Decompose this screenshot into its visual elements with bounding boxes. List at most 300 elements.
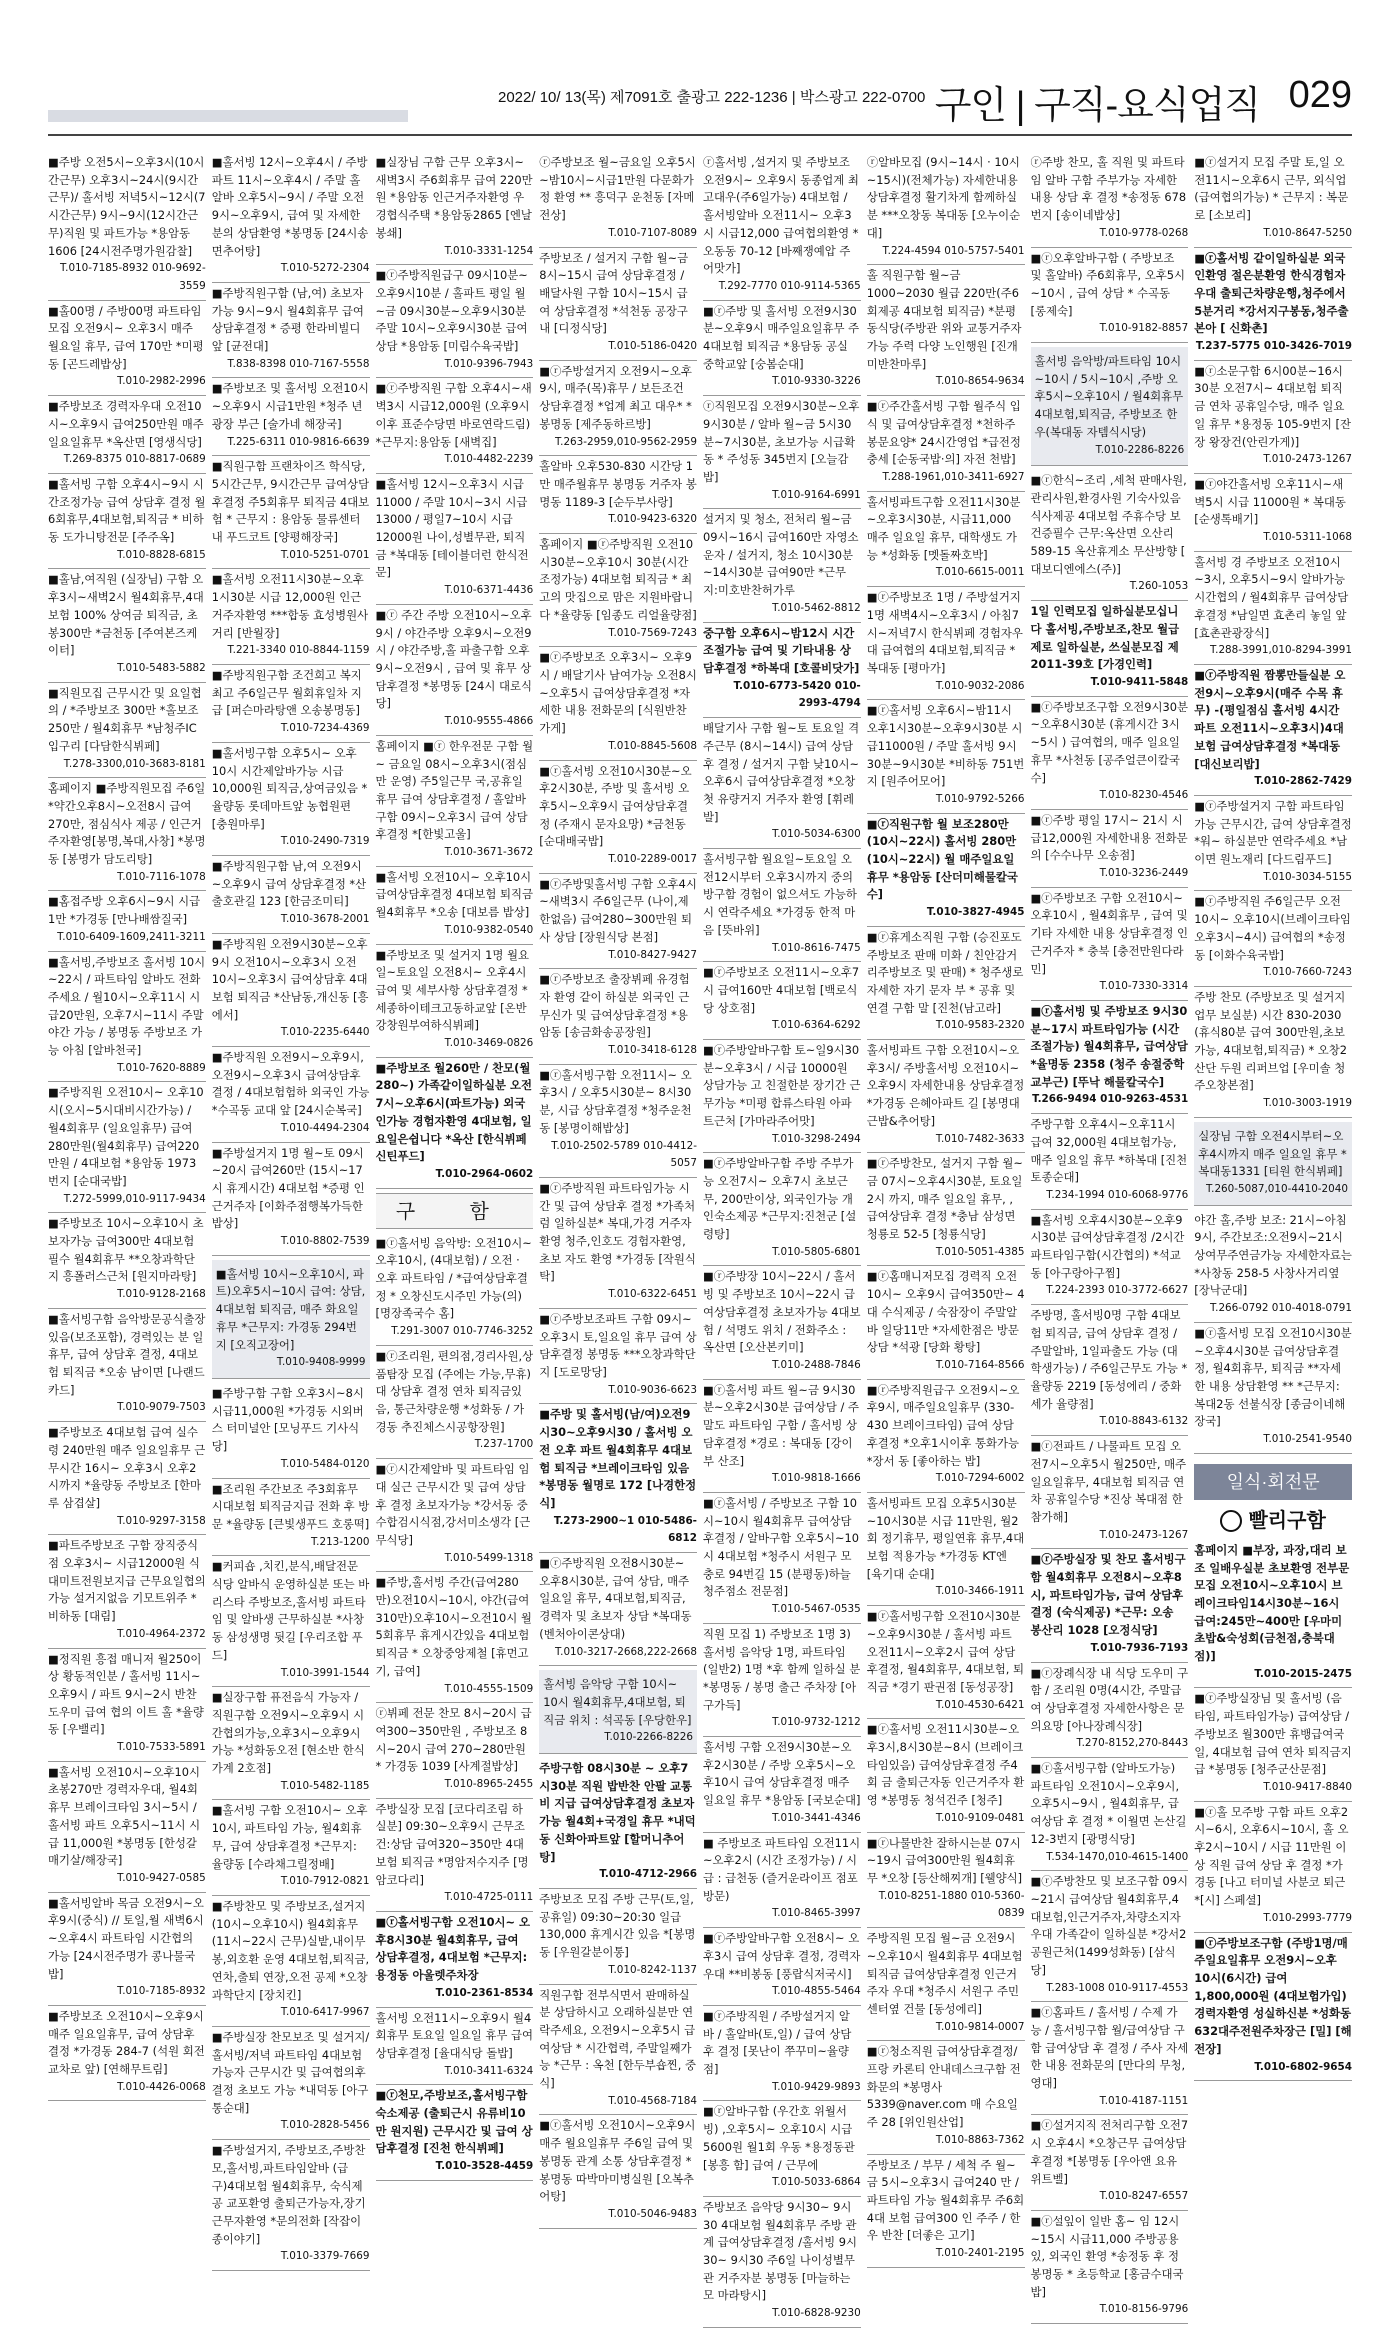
classified-ad (539, 152, 697, 248)
ad-text: ■홀서빙 오전10시~ 오후10시 급여상담후결정 4대보험 퇴직금 월4회휴무 *오송 [대보름 밥상] (375, 869, 534, 920)
classified-ad (1194, 1688, 1352, 1801)
ad-text: ■주방 및 홀서빙(남/여)오전9시30~오후9시30 / 홀서빙 오전 오후 파트 월4회휴무 4대보험 퇴직금 *브레이크타임 있음 *봉명동 월명로 172 [나경한정식] (539, 1407, 697, 1510)
ad-text: ■홀서빙 오후4시30분~오후9시30분 급여상담후결정 /2시간 파트타임구함(시간협의) *석교동 [아구랑아구찜] (1030, 1212, 1185, 1280)
classified-ad (212, 569, 370, 665)
ad-text: 홈페이지 ■주방직원모집 주6일 *약간오후8시~오전8시 급여270만, 점심식사 제공 / 인근거주자환영[봉명,복대,사창] *봉명동 [봉명가 담도리탕] (48, 781, 206, 867)
ad-text: ■ⓡ홀서빙구함 (알바도가능) 파트타임 오전10시~오후9시, 오후5시~9시 , 월4회휴무, 급여상담 후 결정 * 이월면 논산길 12-3번지 [광명식당] (1030, 1761, 1187, 1846)
classified-ad (703, 2197, 861, 2328)
classified-ad (212, 1896, 370, 2027)
ad-phone: T.260-1053 (1129, 580, 1189, 593)
classified-ad (48, 1082, 206, 1213)
classified-ad (376, 1912, 534, 2008)
classified-ad (703, 1624, 861, 1737)
ad-phone: T.010-7107-8089 (608, 226, 697, 239)
ad-phone: T.010-7294-6002 (935, 1472, 1025, 1485)
ad-text: ■홀서빙 10시~오후10시, 파트)오후5시~10시 급여: 상담, 4대보험 퇴직금, 매주 화요일 휴무 *근무지: 가경동 294번지 [오직고장어] (215, 1266, 366, 1352)
ad-text: ■ⓡ알바구함 (우간호 위월서빙) ,오후5시~ 오후10시 시급5600원 월1회 우동 *용정동관 [봉흥 함] 급여 / 근무에 (703, 2104, 855, 2172)
classified-ad (539, 1065, 697, 1178)
ad-text: ■ⓡ야간홀서빙 오후11시~새벽5시 시급 11000원 * 복대동 [순생톡배기] (1194, 476, 1346, 527)
ad-phone: T.010-2289-0017 (608, 853, 697, 866)
classified-ad (376, 1572, 534, 1703)
ad-phone: T.010-9164-6991 (772, 488, 861, 501)
classified-ad (539, 534, 697, 647)
ad-text: ■ⓡ주방보조파트 구함 09시~ 오후3시 토,일요일 휴무 급여 상담후결정 봉명동 ***오창과학단지 [도로망당] (539, 1311, 697, 1379)
classified-ad (212, 1260, 370, 1379)
ad-text: ■ⓡ주방및홀서빙 구함 오후4시~새벽3시 주6일근무 (나이,제한없음) 급여280~300만원 퇴사 상담 [장원식당 본점] (539, 876, 697, 944)
ad-phone: T.010-7482-3633 (935, 1132, 1025, 1145)
ad-text: ■ⓡ홀서빙 오전11시30분~오후3시,8시30분~8시 (브레이크타임있음) 급여상담후결정 주4회 금 출퇴근자동 인근거주자 환영 *봉명동 청석건주 [청주] (866, 1722, 1025, 1808)
ad-phone: T.010-3441-4346 (772, 1811, 861, 1824)
ad-text: ■주방실장 찬모보조 및 설거지/홀서빙/저녁 파트타임 4대보험가능자 근무시간 및 급여협의후결정 초보도 가능 *내덕동 [아구통순대] (211, 2029, 370, 2115)
ad-text: ■ 주방보조 파트타임 오전11시~오후2시 (시간 조정가능) / 시급 : 급천동 (즐거운라이프 점포 방문) (703, 1835, 861, 1903)
page-header (48, 72, 1352, 132)
ad-text: ■ⓡ주방직원 짬뽕만들실분 오전9시~오후9시(매주 수목 휴무) -(평일점심 홀서빙 4시간 파트 오전11시~오후3시)4대보험 급여상담후결정 *복대동 [대신보리밥] (1194, 667, 1346, 771)
ad-text: 배달기사 구함 월~토 토요일 격주근무 (8시~14시) 급여 상담후 결정 / 설거지 구함 낮10시~오후6시 급여상담후결정 *오창 첫 유량거지 거주자 환영 [휘레발] (703, 721, 860, 824)
ad-phone: T.010-2828-5456 (280, 2119, 370, 2132)
ad-phone: T.010-7912-0821 (280, 1875, 370, 1888)
classified-ad (867, 265, 1025, 396)
classified-ad (376, 1799, 534, 1912)
column-1 (48, 152, 206, 2093)
ad-text: ■홀서빙 오전11시30분~오후1시30분 시급 12,000원 인근거주자환영 ***합동 효성병원사거리 [반월장] (211, 572, 369, 640)
classified-ad (539, 761, 697, 874)
ad-phone: T.010-2235-6440 (280, 1026, 370, 1039)
classified-ad (212, 2140, 370, 2271)
ad-text: ■주방직원 오전10시~ 오후10시(오시~5시대비시간가능) / 월4회휴무 (일요일휴무) 급여280만원(월4회휴무) 급여220만원 / 4대보험 *용암동 1973번지 [순대국밥] (48, 1085, 204, 1188)
ad-phone: T.010-3991-1544 (280, 1666, 370, 1679)
ad-phone: T.010-5462-8812 (772, 601, 861, 614)
ad-text: ■주방보조 오전10시~오후9시 매주 일요일휴무, 급여 상담후 결정 *가경동 284-7 (석원 회전 교차로 앞) [연해무트림] (48, 2008, 205, 2077)
ad-text: ■ⓡ홀서빙 음악방: 오전10시~오후10시, (4대보험) / 오전 · 오후 파트타임 / *급여상담후결정 * 오창신도시주민 가능(의) [명장족국수 홈] (375, 1235, 532, 1321)
ad-text: 직원 모집 1) 주방보조 1명 3) 홀서빙 음악당 1명, 파트타임(일반2) 1명 *후 함께 일하실 분 *봉명동 / 봉명 출근 주차장 [아구가득] (703, 1626, 861, 1712)
ad-text: ■ⓡ시간제알바 및 파트타임 임대 실근 근무시간 및 급여 상담후 결정 초보자가능 *강서동 중수합검시식점,강서미소생각 [근무식당] (375, 1462, 531, 1547)
classified-ad (48, 1213, 206, 1309)
page-number: 029 (1288, 74, 1352, 116)
classified-ad (867, 1719, 1025, 1832)
ad-phone: T.010-4964-2372 (117, 1627, 206, 1640)
ad-text: ■홀00명 / 주방00명 파트타임 모집 오전9시~ 오후3시 매주 월요일 휴무, 급여 170만 *미평동 [곤드레밥상] (48, 303, 204, 371)
ad-text: ■ⓡ주방실장님 및 홀서빙 (음타임, 파트타임가능) 급여상담 / 주방보조 월300만 휴뱅급여국 일, 4대보험 급여 연차 퇴직금지급 *봉명동 [청주군산문점] (1194, 1691, 1352, 1777)
classified-ad (1194, 891, 1352, 987)
classified-ad (1194, 987, 1352, 1118)
ad-phone: T.010-3827-4945 (926, 906, 1025, 919)
ad-phone: T.010-5051-4385 (935, 1245, 1025, 1258)
ad-phone: T.534-1470,010-4615-1400 (1046, 1850, 1189, 1863)
ad-phone: T.010-5805-6801 (772, 1245, 861, 1258)
ad-text: 홀서빙파트 구함 오전10시~오후3시/ 주방홀서빙 오전10시~오후9시 자세한내용 상담후결정 *가경동 은혜아파트 길 [봉명대근밥&추어탕] (866, 1043, 1025, 1128)
ad-text: 홀서빙 경 주방보조 오전10시~3시, 오후5시~9시 알바가능시간협의 / 월4회휴무 급여상담후결정 *남일면 효촌리 놓일 앞 [효촌관광장식] (1194, 554, 1349, 640)
classified-ad (376, 2085, 534, 2181)
ad-phone: T.010-2361-8534 (435, 1986, 534, 1999)
classified-ad (1194, 665, 1352, 796)
ad-text: ■ⓡ주방보조구함 오전9시30분~오후8시30분 (휴게시간 3시~5시 ) 급여협의, 매주 일요일 휴무 *사천동 [공주얼큰이칼국수] (1030, 699, 1189, 785)
classified-ad (703, 849, 861, 962)
ad-text: ■직원구함 프랜차이즈 학식당, 5시간근무, 9시간근무 급여상담후결정 주5회휴무 퇴직금 4대보험 * 근무지 : 용암동 물류센터 내 푸드코트 [양평해장국] (211, 459, 370, 545)
classified-ad (539, 647, 697, 760)
classified-ad (703, 509, 861, 622)
ad-phone: T.010-8156-9796 (1099, 2303, 1189, 2316)
classified-ad (539, 874, 697, 970)
header-rule (48, 134, 1352, 136)
ad-phone: T.224-2393 010-3772-6627 (1046, 1284, 1189, 1297)
ad-phone: T.010-2982-2996 (117, 375, 206, 388)
ad-text: ⓡ직원모집 오전9시30분~오후9시30분 / 알바 월~금 5시30분~7시30분, 초보가능 시급확동 * 주성동 345번지 [오늘감밥] (703, 399, 860, 484)
classified-ad (1031, 1210, 1189, 1306)
classified-ad (703, 301, 861, 397)
ad-phone: T.010-2286-8226 (1095, 443, 1185, 456)
classified-ad (48, 1535, 206, 1648)
classified-ad (703, 1266, 861, 1379)
ad-text: ■홀서빙 12시~오후4시 / 주방파트 11시~오후4시 / 주말 홀알바 오후5시~9시 / 주말 오전9시~오후9시, 급여 및 자세한분의 상담환영 *봉명동 [24시송면추어탕] (211, 155, 369, 258)
ad-text: ■ⓡ설잎이 일반 홈~ 임 12시~15시 시급11,000 주방공용있, 외국인 환영 *송정동 후 정 봉명동 * 초등학교 [홍금수대국밥] (1030, 2213, 1184, 2299)
ad-phone: T.260-5087,010-4410-2040 (1206, 1182, 1348, 1195)
classified-ad (703, 1928, 861, 2006)
ad-text: ■홀서빙 오전10시~오후10시 초봉270만 경력자우대, 월4회휴무 브레이크타임 3시~5시 /홀서빙 파트 오후5시~11시 시급 11,000원 *봉명동 [한성갈매기살/해장국] (48, 1764, 201, 1868)
classified-ad (1194, 552, 1352, 665)
ad-phone: T.010-7330-3314 (1099, 980, 1189, 993)
classified-ad (867, 927, 1025, 1040)
ad-phone: T.213-1200 (311, 1535, 370, 1548)
ad-phone: T.010-2490-7319 (280, 835, 370, 848)
ad-phone: T.010-8247-6557 (1099, 2190, 1189, 2203)
classified-ad (867, 700, 1025, 813)
ad-phone: T.010-2541-9540 (1263, 1433, 1352, 1446)
ad-text: 주방구함 08시30분 ~ 오후7시30분 직원 밥반찬 안팔 교통비 지급 급여상담후결정 초보자가능 월4회+국경일 휴무 *내덕동 신화아파트앞 [할머니추어탕] (539, 1761, 696, 1864)
classified-ad (1194, 248, 1352, 361)
ad-text: 중구함 오후6시~밤12시 시간조절가능 급여 및 기타내용 상담후결정 *하복대 [호콜비닷가] (703, 625, 860, 675)
ad-text: ■주방보조 및 홀서빙 오전10시~오후9시 시급1만원 *청주 년광장 부근 [술가네 해장국] (211, 381, 369, 431)
ad-phone: T.010-4568-7184 (608, 2094, 697, 2107)
ad-phone: T.010-3217-2668,222-2668 (555, 1645, 697, 1658)
classified-ad (376, 605, 534, 736)
ad-phone: T.010-6371-4436 (444, 584, 534, 597)
ad-phone: T.225-6311 010-9816-6639 (227, 435, 370, 448)
ad-phone: T.010-8654-9634 (935, 375, 1025, 388)
ad-text: ■주방보조 4대보험 급여 실수령 240만원 매주 일요일휴무 근무시간 16시~ 오후3시 오후2시까지 *율량동 주방보조 [한마루 삼겹살] (48, 1425, 206, 1510)
ad-phone: T.010-6364-6292 (772, 1019, 861, 1032)
ad-phone: T.010-9032-2086 (935, 679, 1025, 692)
classified-ad (539, 1178, 697, 1309)
ad-phone: T.269-8375 010-8817-0689 (63, 453, 206, 466)
ad-text: ■ⓡ주방직원 주6일근무 오전10시~ 오후10시(브레이크타임오후3시~4시) 급여협의 *송정동 [이화수육국밥] (1194, 894, 1351, 962)
classified-ad (703, 396, 861, 509)
classified-ad (48, 952, 206, 1083)
classified-ad (867, 1040, 1025, 1153)
ad-text: ■ⓡ홀서빙구함 오전10시30분~오후9시30분 / 홀서빙 파트 오전11시~오후2시 급여 상담후결정, 월4회휴무, 4대보험, 퇴직금 *경기 판권점 [동성공장] (866, 1609, 1025, 1694)
ad-phone: T.010-9182-8857 (1099, 322, 1189, 335)
classified-ad (1031, 2002, 1189, 2115)
ad-text: ■홀남,여직원 (실장님) 구함 오후3시~새벽2시 월4회휴무,4대보험 100% 상여금 퇴직금, 초봉300만 *금천동 [주여본즈케이터] (48, 572, 204, 658)
ad-phone: T.010-4187-1151 (1099, 2094, 1189, 2107)
classified-ad (212, 1556, 370, 1687)
ad-text: 직원구함 전부식면서 판매하실 분 상담하시고 오래하실분만 연락주세요, 오전9시~오후5시 급여상담 * 시간협력, 주말일째가능 *근무 : 옥천 [한두부숍찐, 중식] (539, 1987, 696, 2091)
ad-text: ■ⓡ홀서빙 오전10시~오후9시 매주 월요일휴무 주6일 급여 및 봉명동 관계 소통 상담후결정 *봉명동 따박마미병실원 [오복추어탕] (539, 2118, 696, 2204)
classified-ad (867, 814, 1025, 927)
ad-phone: T.010-2993-7779 (1263, 1911, 1352, 1924)
ad-text: 홀서빙 구함 오전9시30분~오후2시30분 / 주방 오후5시~오후10시 급여 상담후결정 매주 일요일 휴무 *용암동 [국보순대] (703, 1740, 861, 1808)
ad-phone: T.010-4712-2966 (599, 1868, 697, 1881)
ad-text: ⓡ주방보조 월~금요일 오후5시~밤10시~시급1만원 다문화가정 환영 ** 흥덕구 운천동 [자메전상] (539, 155, 696, 223)
ad-text: ■홀서빙 구함 오전10시~ 오후10시, 파트타임 가능, 월4회휴무, 급여 상담후결정 *근무지: 율량동 [수라채그릴정배] (211, 1803, 368, 1871)
classified-ad (212, 283, 370, 379)
ad-phone: T.010-5484-0120 (280, 1457, 370, 1470)
ad-phone: T.266-9494 010-9263-4531 (1032, 1093, 1189, 1106)
ad-text: ■ⓡ주방찬모, 설거지 구함 월~금 07시~오후4시30분, 토요일 2시 까지, 매주 일요일 휴무, , 급여상담후 결정 *충남 삼성면 청룡로 52-5 [청룡식당] (866, 1156, 1023, 1242)
ad-phone: T.010-9814-0007 (935, 2020, 1025, 2033)
classified-ad (539, 2115, 697, 2228)
ad-phone: T.224-4594 010-5757-5401 (882, 244, 1025, 257)
ad-phone: T.010-2266-8226 (604, 1731, 693, 1744)
ad-text: 야간 홀,주방 보조: 21시~아침9시, 주간보조:오전9시~21시 상여무주연금가능 자세한자료는 *사창동 258-5 사창사거리옆 [장낙군대] (1194, 1212, 1352, 1298)
ad-phone: T.010-3418-6128 (608, 1044, 697, 1057)
ad-text: ⓡ홀서빙 ,설거지 및 주방보조 오전9시~ 오후9시 동종업계 최고대우(주6일가능) 4대보험 / 홀서빙알바 오전11시~ 오후3시 시급12,000 급여협의환영 *오동동 70-12 [바째쟁예압 주어맛가] (703, 155, 859, 276)
ad-text: ■ⓡ나물반찬 잘하시는분 07시~19시 급여300만원 월4회휴무 *오창 [등산해찌개] [웰양식] (866, 1835, 1023, 1885)
classified-ad (212, 1143, 370, 1256)
ad-text: ■ⓡ홀서빙구함 오전11시~ 오후3시 / 오후5시30분~ 8시30분, 시급 상담후결정 *청주운천동 [봉명이해밥상] (539, 1067, 692, 1135)
ad-text: 홀서빙 음악당 구함 10시~ 10시 월4회휴무,4대보험, 퇴직금 위치 : 석곡동 [우당한우] (543, 1677, 692, 1727)
ad-phone: T.010-9330-3226 (772, 375, 861, 388)
ad-text: ■홀서빙 12시~오후3시 시급 11000 / 주말 10시~3시 시급 13000 / 평일7~10시 시급 12000원 나이,성별무관, 퇴직금 *복대동 [테이블더런 한식전문] (375, 476, 529, 580)
column-8 (1194, 152, 1352, 2073)
ad-text: ■ⓡ설거지 모집 주말 토,일 오전11시~오후6시 근무, 외식업(급여협의가능) * 근무지 : 복문로 [소보리] (1194, 155, 1349, 223)
ad-phone: T.010-8616-7475 (772, 941, 861, 954)
ad-text: ■ⓡ주방직원급구 09시10분~오후9시10분 / 홀파트 평일 월~금 09시30분~오후9시30분 주말 10시~오후9시30분 급여상담 *용암동 [미림수육국밥] (375, 268, 528, 354)
classified-ad (1194, 361, 1352, 474)
classified-ad (212, 743, 370, 856)
ad-phone: T.010-9411-5848 (1090, 675, 1189, 688)
classified-ad (703, 1833, 861, 1929)
classified-ad (539, 1404, 697, 1553)
ad-text: ■ⓡ홀서빙 / 주방보조 구함 10시~10시 월4회휴무 급여상담후결정 / 알바구함 오후5시~10시 4대보험 *청주시 서원구 모충로 94번길 15 (분평동)하늘청주점소 전문점] (703, 1495, 860, 1599)
ad-text: ■파트주방보조 구함 장직중식점 오후3시~ 시급12000원 식대미트전원보지급 근무요일협의가능 설거지없음 기모트위주 *비하동 [대림] (48, 1538, 206, 1624)
classified-ad (48, 301, 206, 397)
ad-phone: T.010-9036-6623 (608, 1383, 697, 1396)
classified-ad (1031, 2115, 1189, 2211)
ad-phone: T.010-8230-4546 (1099, 789, 1189, 802)
classified-ad (867, 1266, 1025, 1379)
ad-text: ■주방보조 월260만 / 찬모(월280~) 가족같이일하실분 오전7시~오후6시(파트가능) 외국인가능 경험자환영 4대보험, 일요일은쉽니다 *옥산 [한식뷔페신틴푸드] (375, 1060, 532, 1164)
classified-ad (376, 736, 534, 867)
classified-ad (48, 152, 206, 301)
classified-ad (1031, 1114, 1189, 1210)
ad-text: 주방보조 / 부무 / 세척 주 월~금 5시~오후3시 급여240 만 / 파트타임 가능 월4회휴무 주6회 4대 보험 급여300 인 주주 / 한우 반찬 [더좋은 고기] (866, 2157, 1025, 2243)
ad-text: ⓡ뷔페 전문 찬모 8시~20시 급여300~350만원 , 주방보조 8시~20시 급여 270~280만원 * 가경동 1039 [사계절밥상] (375, 1706, 532, 1774)
ad-phone: T.292-7770 010-9114-5365 (718, 279, 861, 292)
classified-ad (703, 1040, 861, 1153)
ad-text: ■주방 오전5시~오후3시(10시간근무) 오후3시~24시(9시간근무)/ 홀서빙 저녁5시~12시(7시간근무) 9시~9시(12시간근무)직원 및 파트가능 *용암동1606 [24시전주명가원감찰] (48, 155, 206, 258)
ad-phone: T.010-3003-1919 (1263, 1097, 1352, 1110)
ad-phone: T.288-3991,010-8294-3991 (1210, 644, 1352, 657)
ad-text: ■ⓡ주방직원급구 오전9시~오후9시, 매주일요일휴무 (330-430 브레이크타임) 급여 상담후결정 *오후1시이후 통화가능 *장서 동 [좋아하는 밥] (866, 1382, 1020, 1468)
classified-ad (867, 2155, 1025, 2268)
ad-text: ■주방,홀서빙 주간(급여280만)오전10시~10시, 야간(급여310만)오후10시~오전10시 월5회휴무 휴게시간있음 4대보험 퇴직금 * 오창중앙제철 [휴먼고기, 급여] (375, 1575, 532, 1678)
ad-text: ■ⓡ휴게소직원 구함 (승진포도주방보조 판매 미화 / 친안감거리주방보조 및 판매) * 청주생로 자세한 자기 문자 부 * 공휴 및 연결 구함 말 [진천(남고라] (866, 929, 1024, 1015)
classified-ad (48, 1893, 206, 2006)
classified-ad (376, 1058, 534, 1189)
classified-ad (867, 587, 1025, 700)
ad-phone: T.010-2488-7846 (772, 1359, 861, 1371)
ad-phone: T.010-2862-7429 (1254, 775, 1352, 788)
classified-ad (1031, 1758, 1189, 1871)
ad-text: ■주방직원구함 남,여 오전9시~오후9시 급여 상담후결정 *산출호관길 123 [한금조미티] (211, 859, 367, 909)
ad-text: ■주방설거지, 주방보조,주방찬모,홀서빙,파트타임알바 (급구)4대보험 월4회휴무, 숙식제공 교포환영 출퇴근가능자,장기근무자환영 *문의전화 [작잡이 종이야기] (211, 2143, 366, 2246)
classified-ad (212, 1047, 370, 1143)
quick-hire-heading (1194, 1500, 1352, 1540)
ad-phone: T.010-5483-5882 (117, 661, 206, 674)
classified-ad (212, 934, 370, 1047)
ad-phone: T.273-2900~1 010-5486-6812 (553, 1514, 697, 1545)
ad-phone: T.010-8828-6815 (117, 548, 206, 561)
ad-text: 홀서빙 음악방/파트타임 10시~10시 / 5시~10시 ,주방 오후5시~오후10시 / 월4회휴무 4대보험,퇴직금, 주방보조 한우(복대동 자템식시당) (1034, 354, 1184, 439)
ad-phone: T.270-8152,270-8443 (1076, 1737, 1189, 1750)
ad-phone: T.010-7620-8889 (117, 1061, 206, 1074)
column-7 (1030, 152, 1189, 2316)
ad-text: ■ⓡ홀서빙 모집 오전10시30분~오후4시30분 급여상담후결정, 월4회휴무, 퇴직금 **자세한 내용 상담환영 ** *근무지: 복대2동 선불식장 [종금이네해장국] (1194, 1325, 1352, 1429)
ad-text: ■ⓡ주방실장 및 찬모 홀서빙구함 월4회휴무 오전8시~오후8시, 파트타임가능, 급여 상담후결정 (숙식제공) *근무: 오송 봉산리 1028 [오정식당] (1030, 1552, 1186, 1638)
ad-text: ■커피숍 ,치킨,분식,배달전문 식당 알바식 운영하실분 또는 바리스타 주방보조,홀서빙 파트타임 및 알바생 근무하실분 *사창동 삼성생명 뒷길 [우리조합 푸드] (211, 1559, 370, 1662)
ad-text: ■ⓡ홀서빙 오후6시~밤11시 오후1시30분~오후9시30분 시급11000원 / 주말 홀서빙 9시30분~9시30분 *비하동 751번지 [원주어모어] (866, 703, 1025, 789)
classified-ad (867, 1606, 1025, 1719)
ad-text: ■주방직원구함 조건희고 복지최고 주6일근무 월회휴일차 지급 [퍼슨마라탕앤 오송봉명동] (211, 667, 362, 718)
ad-text: ■ⓡ주방장 10시~22시 / 홀서빙 및 주방보조 10시~22시 급여상담후결정 초보자가능 4대보험 / 석명도 위치 / 전화주소 : 옥산면 [오산본키미] (703, 1269, 861, 1355)
ad-text: 설거지 및 청소, 전처리 월~금 09시~16시 급여160만 자영소운자 / 설거지, 청소 10시30분~14시30분 급여90만 *근무지:미호반찬허가루 (703, 512, 859, 598)
classified-ad (703, 152, 861, 301)
ad-phone: T.010-5482-1185 (280, 1779, 370, 1792)
column-3 (375, 152, 534, 2173)
ad-text: ■실장구함 퓨전음식 가능자 / 직원구함 오전9시~오후9시 시간협의가능,오후3시~오후9시 가능 *성화동오전 [현소반 한식가계 2호점] (211, 1690, 365, 1776)
ad-text: 주방실장 모집 [코다리조림 하실분] 09:30~오후9시 근무조건:상담 급여320~350만 4대보험 퇴직금 *명암저수지주 [명암코다리] (375, 1801, 529, 1887)
classified-ad (539, 361, 697, 457)
classified-ad (867, 1153, 1025, 1266)
ad-text: 주방보조 음악당 9시30~ 9시30 4대보험 월4회휴무 주방 관계 급여상담후결정 /홀서빙 9시30~ 9시30 주6일 나이성별무관 거주자분 봉명동 [마늘하는모 마라탕시] (703, 2199, 857, 2303)
ad-text: ■홀서빙알바 목금 오전9시~오후9시(중식) // 토일,월 새벽6시~오후4시 파트타임 시간협의 가능 [24시전주명가 콩나물국밥] (48, 1895, 204, 1981)
ad-phone: T.237-5775 010-3426-7019 (1195, 340, 1352, 353)
ad-phone: T.291-3007 010-7746-3252 (391, 1325, 534, 1338)
ad-text: ■ⓡ전파트 / 나물파트 모집 오전7시~오후5시 월250만, 매주 일요일휴무, 4대보험 퇴직금 연차 공휴일수당 *진상 복대점 한참가해] (1030, 1439, 1187, 1524)
quick-hire-label: 빨리구함 (1248, 1507, 1326, 1532)
classified-ad (867, 1380, 1025, 1493)
ad-text: 주방보조 모집 주방 근무(토,일,공휴일) 09:30~20:30 일급130,000 휴게시간 있음 *[봉명동 [우원갈분이통] (539, 1891, 696, 1960)
classified-ad (1031, 1001, 1189, 1114)
ad-phone: T.010-9079-7503 (117, 1401, 206, 1414)
classified-ad (212, 1479, 370, 1557)
ad-text: ■주방구함 구함 오후3시~8시 시급11,000원 *가경동 시외버스 터미널안 [모닝푸드 기사식당] (211, 1386, 364, 1454)
section-title: 구인 | 구직-요식업직 (934, 85, 1260, 127)
ad-phone: T.010-3034-5155 (1263, 870, 1352, 883)
ad-phone: T.010-9818-1666 (772, 1472, 861, 1485)
ad-phone: T.010-2964-0602 (435, 1167, 534, 1180)
ad-phone: T.010-7660-7243 (1263, 966, 1352, 979)
ad-phone: T.010-7936-7193 (1090, 1641, 1189, 1654)
ad-text: ■ⓡ주방설거지 오전9시~오후9시, 매주(목)휴무 / 보든조건 상담후결정 *업계 최고 대우* *봉명동 [제주동하르방] (539, 363, 692, 431)
classified-ad (1031, 248, 1189, 344)
ad-phone: T.010-9128-2168 (117, 1288, 206, 1301)
classified-ad (703, 1493, 861, 1624)
classified-ad (1031, 888, 1189, 1001)
classified-ad (539, 1985, 697, 2116)
ad-phone: T.010-8242-1137 (608, 1963, 697, 1976)
ad-phone: T.234-1994 010-6068-9776 (1046, 1188, 1189, 1201)
classified-ad (48, 1422, 206, 1535)
classified-ad (703, 962, 861, 1040)
classified-ad (212, 856, 370, 934)
ad-phone: T.010-4426-0068 (117, 2080, 206, 2093)
ad-text: ■홀서빙구함 음악방문공식출장있음(보조포함), 경력있는 분 일 휴무, 급여 상담후 결정, 4대보험 퇴직금 *오송 남이면 [나랜드 카드] (48, 1311, 206, 1397)
classified-ad (867, 2041, 1025, 2154)
ad-text: ■ⓡ한식~조리 ,세척 판매사원,관리사원,환경사원 기숙사있음 식사제공 4대보험 주휴수당 보건증필수 근무:옥산면 오산리 589-15 옥산휴게소 무산방향 [ 대보디엔에스(주)] (1030, 473, 1187, 576)
ad-phone: T.010-6802-9654 (1254, 2060, 1352, 2073)
classified-ad (1031, 152, 1189, 248)
classified-ad (867, 1493, 1025, 1606)
ad-phone: T.010-9583-2320 (935, 1019, 1025, 1032)
ad-phone: T.010-8647-5250 (1263, 226, 1352, 239)
ad-phone: T.272-5999,010-9117-9434 (63, 1192, 206, 1205)
ad-text: ■ⓡ청소직원 급여상담후결정/프랑 카론티 안내데스크구함 전화문의 *봉명사5339@naver.com 매 수요일주 28 [위인원산업] (866, 2044, 1021, 2130)
ad-text: ■ⓡ주방알바구함 주방 주부가능 오전7시~ 오후7시 초보근무, 200만이상, 외국인가능 개인숙소제공 *근무지:진천군 [설령탕] (703, 1156, 857, 1242)
classified-ad (48, 1649, 206, 1762)
ad-text: ■ⓡ설거지직 전처리구함 오전7시 오후4시 *오창근무 급여상담 후결정 *[봉명동 [우아앤 요유 위트벨] (1030, 2118, 1189, 2186)
ad-text: ■ⓡ장례식장 내 식당 도우미 구함 / 조리원 0명(4시간, 주말급여 상담후결정 자세한사항은 문의요망 [아나장례식장] (1030, 1665, 1189, 1733)
classified-ad (1031, 697, 1189, 810)
classified-ad (1031, 601, 1189, 697)
ad-phone: T.010-7185-8932 (117, 1985, 206, 1998)
classified-ad (1194, 152, 1352, 248)
ad-text: ■ⓡ주방보조 1명 / 주방설거지 1명 새벽4시~오후3시 / 아침7시~저녁7시 한식뷔페 경험자우대 급여협의 4대보험,퇴직금 *복대동 [평마가] (866, 590, 1023, 675)
ad-phone: T.010-6417-9967 (280, 2006, 370, 2019)
ad-text: ■ⓡ주방 평일 17시~ 21시 시급12,000원 자세한내용 전화문의 [수수나무 오송점] (1030, 812, 1188, 863)
ad-text: ■ⓡ소문구함 6시00분~16시30분 오전7시~ 4대보험 퇴직금 연차 공휴일수당, 매주 일요일 휴무 *용정동 105-9번지 [잔장 왕장건(안린가게)] (1194, 363, 1352, 449)
ad-text: ■ⓡ주방설거지 구함 파트타임 가능 근무시간, 급여 상담후결정 *워~ 하실분만 연락주세요 *남이면 원노재리 [다드림푸드] (1194, 798, 1352, 867)
classified-ad (376, 378, 534, 474)
ad-text: ■ⓡ천모,주방보조,홀서빙구함 숙소제공 (출퇴근시 유류비10만 원지원) 근무시간 및 급여 상담후결정 [진천 한식뷔페] (375, 2088, 533, 2156)
ad-text: ■직원모집 근무시간 및 요일협의 / *주방보조 300만 *홀보조 250만 / 월4회휴무 *남청주IC입구리 [다담한식뷔페] (48, 685, 202, 753)
clock-icon (1220, 1510, 1242, 1532)
ad-phone: T.010-9417-8840 (1263, 1780, 1352, 1793)
ad-phone: T.010-9429-9893 (772, 2080, 861, 2093)
classified-ad (48, 683, 206, 779)
section-heading: 구 함 (376, 1193, 534, 1229)
classified-ad (376, 1233, 534, 1346)
classified-ad (703, 1153, 861, 1266)
ad-phone: T.010-2015-2475 (1254, 1667, 1352, 1680)
ad-phone: T.010-3379-7669 (280, 2250, 370, 2263)
ad-text: ■ⓡ홀 모주방 구함 파트 오후2시~6시, 오후6시~10시, 홀 오후2시~10시 / 시급 11만원 이상 직원 급여 상담 후 결정 *가경동 [나고 터미널 사분코 퇴근 *[시] 스페셜] (1194, 1804, 1349, 1908)
ad-phone: T.010-5046-9483 (608, 2207, 697, 2220)
ad-phone: T.010-9555-4866 (444, 715, 534, 728)
ad-phone: T.010-2502-5789 010-4412-5057 (551, 1139, 697, 1170)
ad-text: 주방 찬모 (주방보조 및 설거지업무 보실분) 시간 830-2030 (휴식80분 급여 300만원,초보가능, 4대보험,퇴직금) * 오창2산단 두원 리퍼브업 [우미솔 청주오창본점] (1194, 989, 1348, 1093)
classified-ad (867, 396, 1025, 492)
category-band: 일식·회전문 (1194, 1464, 1352, 1500)
ad-text: ■ⓡ홀서빙구함 오전10시~ 오후8시30분 월4회휴무, 급여 상담후결정, 4대보험 *근무지:용정동 아울렛주차장 (375, 1914, 531, 1983)
ad-text: ■홈접주방 오후6시~9시 시급1만 *가경동 [만나배쌈질국] (48, 894, 201, 927)
classified-ad (1031, 1305, 1189, 1436)
ad-text: ■ⓡ주방보조 오후3시~ 오후9시 / 배달기사 남여가능 오전8시~오후5시 급여상담후결정 *자세한 내용 전화문의 [식원반찬가게] (539, 650, 697, 736)
ad-phone: T.010-5499-1318 (444, 1551, 534, 1564)
ad-text: 홀 직원구함 월~금 1000~2030 월급 220만(주6회제공 4대보험 퇴직금) *분평동식당(주방관 위와 교통거주자 가능 주력 다양 노인행원 [진개미반찬마루] (866, 268, 1022, 371)
ad-phone: T.237-1700 (474, 1438, 534, 1451)
ad-text: 홈페이지 ■ⓡ 한우전문 구함 월~ 금요일 08시~오후3시(점심만 운영) 주5일근무 국,공휴일휴무 급여 상담후결정 / 홀알바 구함 09시~오후3시 급여 상담후결정 *[한빛고울] (375, 738, 534, 842)
classified-ad (703, 2101, 861, 2197)
classified-ad (48, 1762, 206, 1893)
ad-text: ■ⓡ주방찬모 및 보조구함 09시~21시 급여상담 월4회휴무,4대보험,인근거주자,차량소지자 우대 가족같이 일하실분 *강서2 공원근처(1499성화동) [삼식당] (1030, 1874, 1189, 1977)
classified-ad (376, 1346, 534, 1459)
column-4 (539, 152, 697, 2220)
ad-phone: T.010-6322-6451 (608, 1288, 697, 1301)
ad-text: ■주방설거지 1명 월~토 09시~20시 급여260만 (15시~17시 휴게시간) 4대보험 *증평 인근거주자 [이화주점행복가득한 밥상] (211, 1145, 365, 1231)
ad-phone: T.010-4555-1509 (444, 1682, 534, 1695)
ad-phone: T.010-3298-2494 (772, 1132, 861, 1145)
